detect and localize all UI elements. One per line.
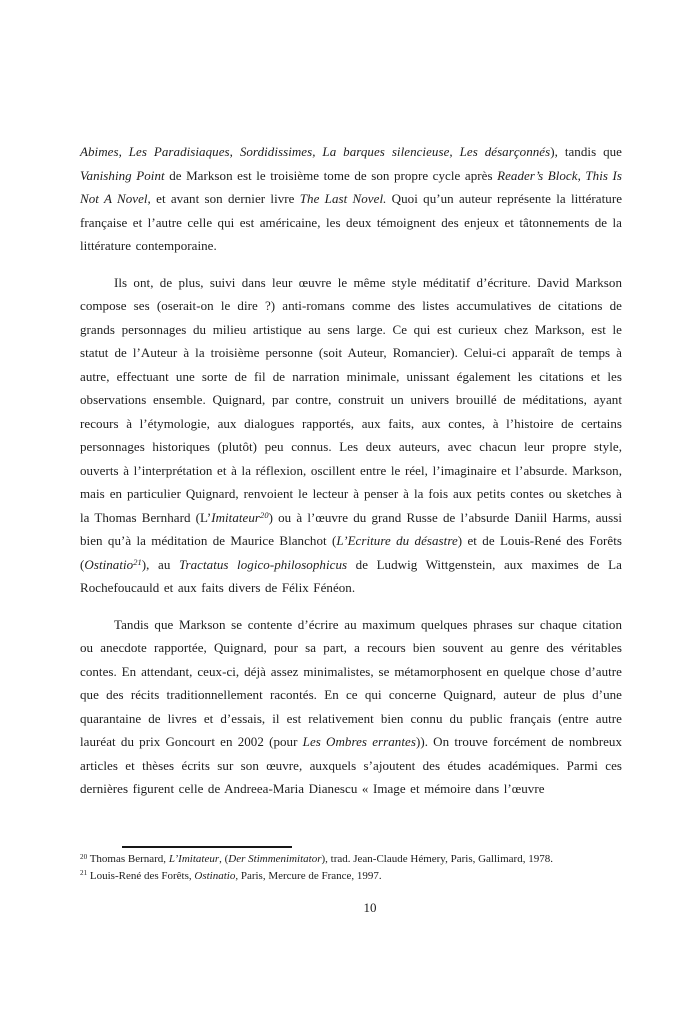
text-run: ) ou à l’œuvre du grand Russe de l’absurde Daniil Harms, aussi bien qu’à la méditation de Maurice Blanchot ( (80, 509, 622, 548)
text-run: de Markson est le troisième tome de son propre cycle après (164, 167, 498, 183)
text-run: , Paris, Mercure de France, 1997. (235, 869, 382, 882)
italic-run: Ostinatio (84, 556, 134, 572)
paragraph (80, 140, 622, 258)
text-run: Quoi qu’un auteur représente la littérature française et l’autre celle qui est américaine, les deux témoignent des enjeux et tâtonnements de la littérature contemporaine. (80, 191, 623, 253)
body-text (80, 140, 622, 814)
footnote-ref: 20 (260, 509, 269, 520)
text-run: ) et de Louis-René des Forêts ( (80, 533, 622, 572)
italic-run: L’Ecriture du désastre (336, 533, 458, 548)
footnote (80, 868, 632, 885)
footnote-separator (122, 846, 292, 848)
text-run: )). On trouve forcément de nombreux articles et thèses écrits sur son œuvre, auxquels s’ajoutent des études académiques. Parmi ces dernières figurent celle de Andreea-Maria Dianescu « Image et mémoire dans l’œuvre (80, 734, 623, 796)
paragraph (80, 613, 622, 801)
italic-run: L’Imitateur (168, 853, 220, 865)
paragraph (80, 271, 622, 600)
italic-run: Imitateur (211, 509, 261, 525)
italic-run: Abimes, Les Paradisiaques, Sordidissimes, La barques silencieuse, Les désarçonnés (80, 144, 551, 159)
text-run: ), au (141, 556, 179, 572)
italic-run: The Last Novel. (299, 191, 387, 206)
italic-run: Les Ombres errantes (302, 734, 416, 749)
footnote-ref: 20 (80, 852, 88, 861)
footnote-ref: 21 (133, 556, 142, 567)
italic-run: Tractatus logico-philosophicus (178, 556, 348, 572)
text-run: et avant son dernier livre (150, 191, 300, 206)
italic-run: Reader’s Block, This Is Not A Novel, (80, 167, 622, 206)
footnote-area (80, 851, 632, 884)
footnote-ref: 21 (80, 869, 88, 878)
italic-run: Ostinatio (194, 869, 236, 882)
text-run: ), tandis que (550, 144, 622, 159)
text-run: Ils ont, de plus, suivi dans leur œuvre le même style méditatif d’écriture. David Markson compose ses (oserait-on le dire ?) anti-romans comme des listes accumulatives de citations de grands personnages du milieu artistique au sens large. Ce qui est curieux chez Markson, est le statut de l’Auteur à la troisième personne (soit Auteur, Romancier). Celui-ci apparaît de temps à autre, effectuant une sorte de fil de narration minimale, unissant également les citations et les observations ensemble. Quignard, par contre, construit un univers brouillé de méditations, ayant recours à l’étymologie, aux dialogues rapportés, aux faits, aux contes, à l’histoire de certains personnages historiques (plutôt) peu connus. Les deux auteurs, avec chacun leur propre style, ouverts à l’interprétation et à la réflexion, oscillent entre le réel, l’imaginaire et l’absurde. Markson, mais en particulier Quignard, renvoient le lecteur à penser à la fois aux petits contes ou sketches à la Thomas Bernhard (L’ (80, 274, 622, 525)
text-run: ), trad. Jean-Claude Hémery, Paris, Gallimard, 1978. (321, 853, 553, 865)
page-number: 10 (363, 900, 377, 915)
text-run: Louis-René des Forêts, (87, 869, 195, 882)
text-run: Tandis que Markson se contente d’écrire au maximum quelques phrases sur chaque citation ou anecdote rapportée, Quignard, pour sa part, a recours bien souvent au genre des véritables contes. En attendant, ceux-ci, déjà assez minimalistes, se métamorphosent en quelque chose d’autre que des récits traditionnellement racontés. En ce qui concerne Quignard, auteur de plus d’une quarantaine de livres et d’essais, il est relativement bien connu du public français (entre autre lauréat du prix Goncourt en 2002 (pour (80, 616, 622, 749)
text-run: Thomas Bernard, (87, 853, 169, 865)
italic-run: Der Stimmenimitator (228, 853, 322, 865)
italic-run: Vanishing Point (80, 167, 165, 183)
text-run: de Ludwig Wittgenstein, aux maximes de La Rochefoucauld et aux faits divers de Félix Fénéon. (80, 556, 622, 595)
text-run: , ( (219, 853, 229, 865)
footnote (80, 851, 632, 868)
